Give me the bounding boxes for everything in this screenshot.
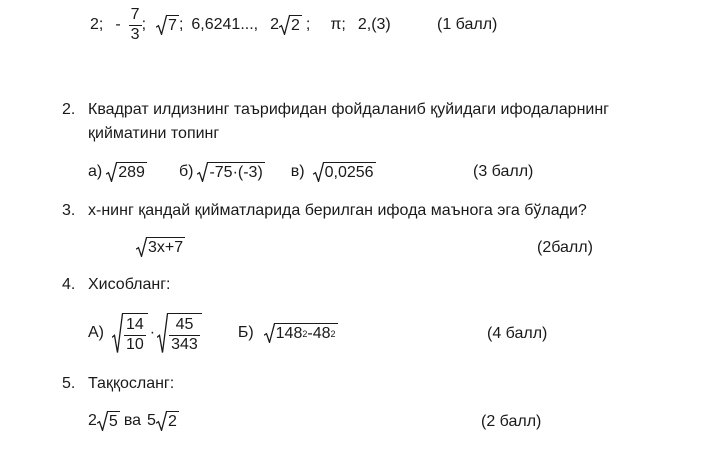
coefficient: 2 (270, 16, 280, 33)
sqrt-289: 289 (106, 162, 147, 182)
fraction-seven-thirds: $\frac{7}{3}$ (130, 5, 140, 43)
question-3-text: х-нинг қандай қийматларида берилган ифода маънога эга бўлади? (88, 202, 587, 219)
pi-symbol: π; (330, 16, 346, 33)
periodic-fraction: 2,(3) (357, 16, 391, 33)
separator: ; (141, 16, 147, 33)
points-q4: (4 балл) (487, 325, 548, 342)
question-number-2: 2. (62, 101, 76, 118)
question-5-text: Таққосланг: (88, 375, 175, 392)
points-q1: (1 балл) (437, 16, 498, 33)
sqrt-difference-of-squares: 148 2 -48 2 (264, 323, 338, 343)
points-q2: (3 балл) (473, 163, 534, 180)
question-number-3: 3. (62, 202, 76, 219)
sqrt-seven: 7 (156, 15, 179, 35)
question-number-4: 4. (62, 276, 76, 293)
points-q5: (2 балл) (481, 413, 542, 430)
radical-sign (97, 411, 108, 431)
item-a-label: А) (88, 324, 104, 341)
sqrt-fraction-14-10 (112, 313, 148, 354)
question-4-text: Хисобланг: (88, 276, 171, 293)
radical-sign (112, 313, 123, 354)
item-c-label: в) (290, 163, 305, 180)
item-b-label: б) (178, 163, 194, 180)
fraction-14-10: $\frac{14}{10}$ (126, 315, 144, 353)
sqrt-decimal: 0,0256 (313, 162, 376, 182)
sqrt-five: 5 (97, 411, 120, 431)
radical-sign (136, 237, 147, 257)
numbers-list (90, 5, 391, 43)
radical-sign (106, 162, 117, 182)
multiply-dot: · (149, 324, 156, 341)
fraction-45-343: $\frac{45}{343}$ (171, 315, 198, 353)
decimal-number: 6,6241..., (191, 16, 259, 33)
radical-sign (156, 411, 167, 431)
radical-sign (279, 15, 290, 35)
question-number-5: 5. (62, 375, 76, 392)
sqrt-product: -75·(-3) (197, 162, 264, 182)
radical-sign (264, 323, 275, 343)
item-a-label: а) (88, 163, 103, 180)
radical-sign (313, 162, 324, 182)
number-two: 2; (90, 16, 104, 33)
coefficient: 2 (88, 412, 97, 429)
sqrt-fraction-45-343 (157, 313, 202, 354)
question-2-items (88, 160, 376, 184)
sqrt-3x-plus-7: 3x+7 (136, 237, 185, 257)
conjunction: ва (123, 412, 142, 429)
question-2-text-line2: қийматини топинг (88, 125, 220, 142)
separator: ; (178, 16, 184, 33)
item-b-label: Б) (237, 324, 254, 341)
points-q3: (2балл) (537, 239, 593, 256)
sqrt-two: 2 (279, 15, 302, 35)
radical-sign (197, 162, 208, 182)
sqrt-two: 2 (156, 411, 179, 431)
minus-sign: - (115, 16, 121, 33)
radical-sign (156, 15, 167, 35)
question-4-items (88, 308, 338, 358)
coefficient: 5 (147, 412, 156, 429)
question-2-text-line1: Квадрат илдизнинг таърифидан фойдаланиб қуйидаги ифодаларнинг (88, 101, 610, 118)
question-3-expression (136, 235, 185, 259)
radical-sign (157, 313, 168, 354)
separator: ; (305, 16, 311, 33)
question-5-expression (88, 409, 179, 433)
